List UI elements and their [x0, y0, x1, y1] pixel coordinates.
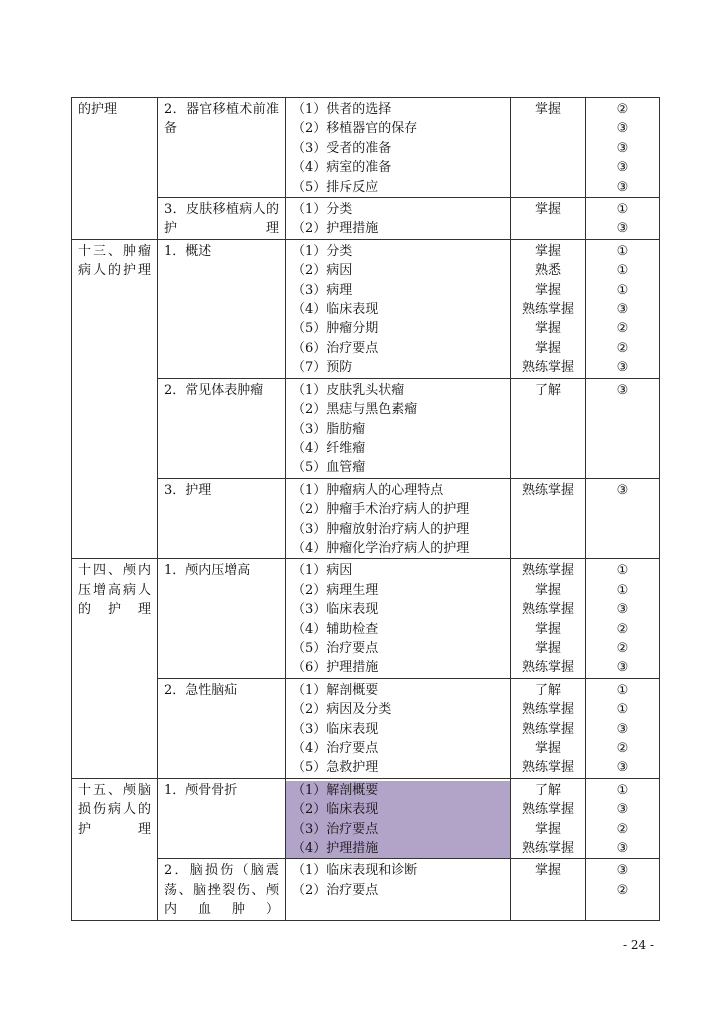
unit-title: 十五、颅脑损伤病人的护理	[78, 782, 151, 837]
unit-title: 的护理	[78, 102, 118, 117]
unit-cell	[72, 559, 158, 778]
level-cell	[511, 678, 586, 778]
unit-cell	[72, 778, 158, 920]
content-item: （1）供者的选择	[292, 102, 392, 117]
mark-cell	[586, 98, 660, 198]
content-item: （1）解剖概要	[286, 781, 510, 800]
content-item: （4）纤维瘤	[292, 440, 366, 456]
level-text: 掌握	[534, 821, 561, 837]
level-text: 掌握	[534, 863, 561, 879]
content-cell	[286, 559, 511, 678]
table-row	[72, 198, 660, 240]
mark-cell	[586, 239, 660, 378]
level-text: 熟练掌握	[521, 360, 574, 376]
mark: ③	[616, 121, 629, 137]
mark: ③	[616, 221, 629, 237]
content-cell	[286, 239, 511, 378]
mark: ②	[616, 102, 629, 117]
content-item: （3）肿瘤放射治疗病人的护理	[292, 521, 470, 537]
level-cell	[511, 239, 586, 378]
mark: ②	[616, 882, 629, 898]
content-item: （1）分类	[292, 243, 353, 259]
table-row	[72, 98, 660, 198]
syllabus-table	[71, 97, 660, 921]
mark: ②	[616, 640, 629, 656]
level-cell	[511, 198, 586, 240]
mark: ③	[616, 482, 629, 498]
mark: ③	[616, 802, 629, 818]
content-item: （4）临床表现	[292, 302, 379, 318]
mark: ①	[616, 202, 629, 218]
mark-cell	[586, 478, 660, 559]
mark: ①	[616, 243, 629, 259]
content-item: （3）脂肪瘤	[292, 421, 366, 437]
level-text: 掌握	[534, 282, 561, 298]
mark: ②	[616, 621, 629, 637]
level-text: 了解	[534, 782, 561, 798]
mark-cell	[586, 378, 660, 478]
mark: ③	[616, 721, 629, 737]
mark: ②	[616, 321, 629, 337]
level-text: 熟悉	[534, 263, 561, 279]
mark: ①	[616, 782, 629, 798]
content-item: （4）辅助检查	[292, 621, 379, 637]
mark-cell	[586, 198, 660, 240]
topic-cell	[158, 778, 286, 859]
level-text: 掌握	[534, 202, 561, 218]
content-item: （6）护理措施	[292, 660, 379, 676]
level-text: 了解	[534, 682, 561, 698]
level-text: 熟练掌握	[521, 563, 574, 579]
content-item: （2）护理措施	[292, 221, 379, 237]
mark: ①	[616, 582, 629, 598]
mark: ③	[616, 360, 629, 376]
content-item: （4）治疗要点	[292, 741, 379, 756]
level-text: 熟练掌握	[521, 802, 574, 818]
mark: ③	[616, 382, 629, 398]
topic-title: 1．颅骨骨折	[164, 782, 238, 798]
level-text: 熟练掌握	[521, 302, 574, 318]
content-item: （3）受者的准备	[292, 140, 392, 156]
mark: ①	[616, 263, 629, 279]
level-text: 掌握	[534, 321, 561, 337]
level-text: 掌握	[534, 243, 561, 259]
content-item: （3）病理	[292, 282, 353, 298]
level-cell	[511, 559, 586, 678]
mark: ③	[616, 660, 629, 676]
level-text: 熟练掌握	[521, 702, 574, 718]
topic-title: 2．器官移植术前准备	[164, 102, 279, 137]
content-item: （5）急救护理	[292, 760, 379, 776]
table-row	[72, 378, 660, 478]
content-item: （5）肿瘤分期	[292, 321, 379, 337]
level-cell	[511, 98, 586, 198]
level-text: 熟练掌握	[521, 660, 574, 676]
content-item: （2）临床表现	[286, 800, 510, 819]
topic-title: 2．急性脑疝	[164, 682, 238, 698]
level-text: 掌握	[534, 741, 561, 756]
level-text: 掌握	[534, 340, 561, 356]
table-row	[72, 478, 660, 559]
topic-cell	[158, 559, 286, 678]
content-item: （4）护理措施	[286, 839, 510, 858]
content-item: （1）分类	[292, 202, 353, 218]
table-row	[72, 859, 660, 920]
mark: ③	[616, 140, 629, 156]
unit-title: 十四、颅内压增高病人的护理	[78, 563, 151, 618]
content-cell	[286, 198, 511, 240]
topic-title: 3．护理	[164, 482, 212, 498]
topic-cell	[158, 198, 286, 240]
content-item: （2）病因	[292, 263, 353, 279]
content-item: （7）预防	[292, 360, 353, 376]
level-cell	[511, 859, 586, 920]
mark: ③	[616, 602, 629, 618]
content-item: （5）血管瘤	[292, 460, 366, 476]
level-text: 熟练掌握	[521, 482, 574, 498]
topic-title: 3．皮肤移植病人的护理	[164, 202, 279, 237]
mark: ②	[616, 741, 629, 756]
content-item: （1）肿瘤病人的心理特点	[292, 482, 444, 498]
topic-cell	[158, 678, 286, 778]
mark: ③	[616, 863, 629, 879]
mark: ①	[616, 282, 629, 298]
content-item: （2）病因及分类	[292, 702, 392, 718]
content-item: （5）治疗要点	[292, 640, 379, 656]
content-item: （2）治疗要点	[292, 882, 379, 898]
table-row	[72, 559, 660, 678]
table-row	[72, 678, 660, 778]
content-item: （3）治疗要点	[286, 820, 510, 839]
content-item: （6）治疗要点	[292, 340, 379, 356]
mark-cell	[586, 859, 660, 920]
mark: ③	[616, 302, 629, 318]
level-cell	[511, 378, 586, 478]
content-item: （4）肿瘤化学治疗病人的护理	[292, 540, 470, 556]
topic-cell	[158, 378, 286, 478]
content-item: （2）肿瘤手术治疗病人的护理	[292, 502, 470, 518]
content-cell	[286, 678, 511, 778]
content-item: （1）病因	[292, 563, 353, 579]
unit-title: 十三、肿瘤病人的护理	[78, 243, 151, 279]
content-item: （4）病室的准备	[292, 160, 392, 176]
level-text: 了解	[534, 382, 561, 398]
level-text: 熟练掌握	[521, 602, 574, 618]
mark-cell	[586, 778, 660, 859]
unit-cell	[72, 98, 158, 240]
content-item: （1）皮肤乳头状瘤	[292, 382, 405, 398]
mark: ③	[616, 841, 629, 857]
unit-cell	[72, 239, 158, 559]
content-cell	[286, 98, 511, 198]
level-cell	[511, 778, 586, 859]
mark: ③	[616, 179, 629, 195]
content-item: （3）临床表现	[292, 602, 379, 618]
topic-cell	[158, 98, 286, 198]
mark-cell	[586, 559, 660, 678]
topic-cell	[158, 478, 286, 559]
topic-title: 2．常见体表肿瘤	[164, 382, 264, 398]
level-text: 掌握	[534, 102, 561, 117]
mark: ①	[616, 682, 629, 698]
content-cell	[286, 378, 511, 478]
content-item: （2）病理生理	[292, 582, 379, 598]
table-row	[72, 778, 660, 859]
mark: ②	[616, 340, 629, 356]
level-text: 掌握	[534, 640, 561, 656]
level-text: 熟练掌握	[521, 841, 574, 857]
content-item: （2）黑痣与黑色素瘤	[292, 402, 418, 418]
mark: ③	[616, 160, 629, 176]
mark-cell	[586, 678, 660, 778]
mark: ①	[616, 563, 629, 579]
topic-cell	[158, 239, 286, 378]
content-item: （5）排斥反应	[292, 179, 379, 195]
level-text: 掌握	[534, 582, 561, 598]
level-text: 熟练掌握	[521, 760, 574, 776]
content-cell-highlighted	[286, 778, 511, 859]
mark: ①	[616, 702, 629, 718]
content-cell	[286, 478, 511, 559]
mark: ②	[616, 821, 629, 837]
topic-cell	[158, 859, 286, 920]
level-cell	[511, 478, 586, 559]
topic-title: 1．颅内压增高	[164, 563, 251, 579]
mark: ③	[616, 760, 629, 776]
level-text: 掌握	[534, 621, 561, 637]
level-text: 熟练掌握	[521, 721, 574, 737]
table-row	[72, 239, 660, 378]
topic-title: 2．脑损伤（脑震荡、脑挫裂伤、颅内血肿）	[164, 863, 279, 918]
content-item: （2）移植器官的保存	[292, 121, 418, 137]
page-number: - 24 -	[622, 938, 654, 952]
topic-title: 1．概述	[164, 243, 212, 259]
content-item: （1）临床表现和诊断	[292, 863, 418, 879]
content-item: （3）临床表现	[292, 721, 379, 737]
content-cell	[286, 859, 511, 920]
content-item: （1）解剖概要	[292, 682, 379, 698]
